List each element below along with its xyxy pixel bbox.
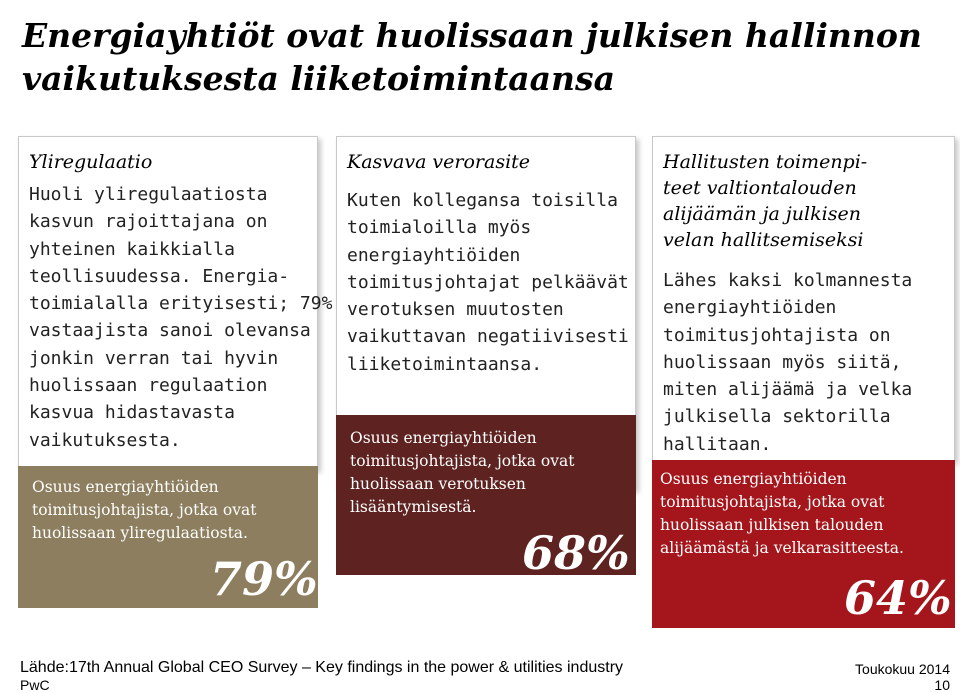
stat-caption bbox=[32, 476, 318, 545]
heading-line: Yliregulaatio bbox=[29, 151, 153, 173]
text-line: huolissaan regulaation bbox=[29, 375, 268, 397]
title-line-1: Energiayhtiöt ovat huolissaan julkisen hallinnon bbox=[22, 16, 922, 55]
caption-line: toimitusjohtajista, jotka ovat bbox=[350, 452, 575, 470]
panel-public-deficit bbox=[652, 136, 955, 462]
stat-value: 68% bbox=[522, 526, 630, 580]
heading-line: Kasvava verorasite bbox=[347, 151, 531, 173]
text-line: kasvun rajoittajana on bbox=[29, 211, 268, 233]
text-line: teollisuudessa. Energia- bbox=[29, 265, 290, 287]
text-line: jonkin verran tai hyvin bbox=[29, 347, 279, 369]
text-line: Kuten kollegansa toisilla bbox=[347, 190, 618, 211]
text-line: liiketoimintaansa. bbox=[347, 353, 543, 375]
stat-caption bbox=[660, 468, 955, 560]
text-line: toimitusjohtajat pelkäävät bbox=[347, 271, 629, 293]
caption-line: huolissaan yliregulaatiosta. bbox=[32, 524, 248, 542]
title-line-2: vaikutuksesta liiketoimintaansa bbox=[22, 59, 615, 98]
caption-line: Osuus energiayhtiöiden bbox=[32, 478, 219, 496]
text-line: verotuksen muutosten bbox=[347, 299, 564, 321]
text-line: Huoli yliregulaatiosta bbox=[29, 184, 268, 205]
text-line: kasvua hidastavasta bbox=[29, 402, 235, 424]
text-line: Lähes kaksi kolmannesta bbox=[663, 270, 913, 291]
panel-body-text bbox=[347, 187, 635, 378]
text-line: vaikutuksesta. bbox=[29, 429, 181, 451]
stat-value: 64% bbox=[844, 571, 952, 625]
stat-box-tax-burden bbox=[336, 415, 636, 580]
panel-heading bbox=[347, 149, 635, 175]
text-line: energiayhtiöiden bbox=[663, 297, 837, 319]
footer-source: Lähde:17th Annual Global CEO Survey – Key findings in the power & utilities industry bbox=[20, 659, 624, 676]
caption-line: Osuus energiayhtiöiden bbox=[350, 429, 537, 447]
caption-line: Osuus energiayhtiöiden bbox=[660, 470, 847, 488]
footer-organization: PwC bbox=[20, 677, 50, 693]
text-line: yhteinen kaikkialla bbox=[29, 238, 235, 260]
panel-heading bbox=[29, 149, 317, 175]
caption-line: alijäämästä ja velkarasitteesta. bbox=[660, 539, 904, 557]
caption-line: toimitusjohtajista, jotka ovat bbox=[660, 493, 885, 511]
text-line: energiayhtiöiden bbox=[347, 244, 521, 266]
caption-line: huolissaan julkisen talouden bbox=[660, 516, 884, 534]
text-line: julkisella sektorilla bbox=[663, 406, 891, 428]
text-line: huolissaan myös siitä, bbox=[663, 351, 902, 373]
text-line: toimialoilla myös bbox=[347, 217, 532, 239]
panel-heading bbox=[663, 149, 954, 253]
heading-line: Hallitusten toimenpi- bbox=[663, 151, 868, 173]
panel-body-text bbox=[29, 181, 333, 454]
stat-box-overregulation bbox=[18, 466, 318, 608]
heading-line: teet valtiontalouden bbox=[663, 177, 857, 199]
text-line: vastaajista sanoi olevansa bbox=[29, 320, 311, 342]
caption-line: huolissaan verotuksen bbox=[350, 475, 526, 493]
slide-title bbox=[22, 14, 942, 100]
caption-line: lisääntymisestä. bbox=[350, 498, 477, 516]
panel-overregulation bbox=[18, 136, 333, 470]
text-line: hallitaan. bbox=[663, 433, 772, 455]
text-line: miten alijäämä ja velka bbox=[663, 379, 913, 401]
text-line: vaikuttavan negatiivisesti bbox=[347, 326, 629, 348]
text-line: toimitusjohtajista on bbox=[663, 324, 891, 346]
text-line: toimialalla erityisesti; 79% bbox=[29, 293, 333, 315]
stat-caption bbox=[350, 427, 636, 519]
heading-line: velan hallitsemiseksi bbox=[663, 229, 864, 251]
stat-box-public-deficit bbox=[652, 460, 955, 628]
stat-value: 79% bbox=[210, 552, 318, 606]
footer-page-number: 10 bbox=[934, 677, 950, 693]
heading-line: alijäämän ja julkisen bbox=[663, 203, 861, 225]
caption-line: toimitusjohtajista, jotka ovat bbox=[32, 501, 257, 519]
footer-date: Toukokuu 2014 bbox=[855, 661, 950, 677]
panel-body-text bbox=[663, 267, 954, 458]
